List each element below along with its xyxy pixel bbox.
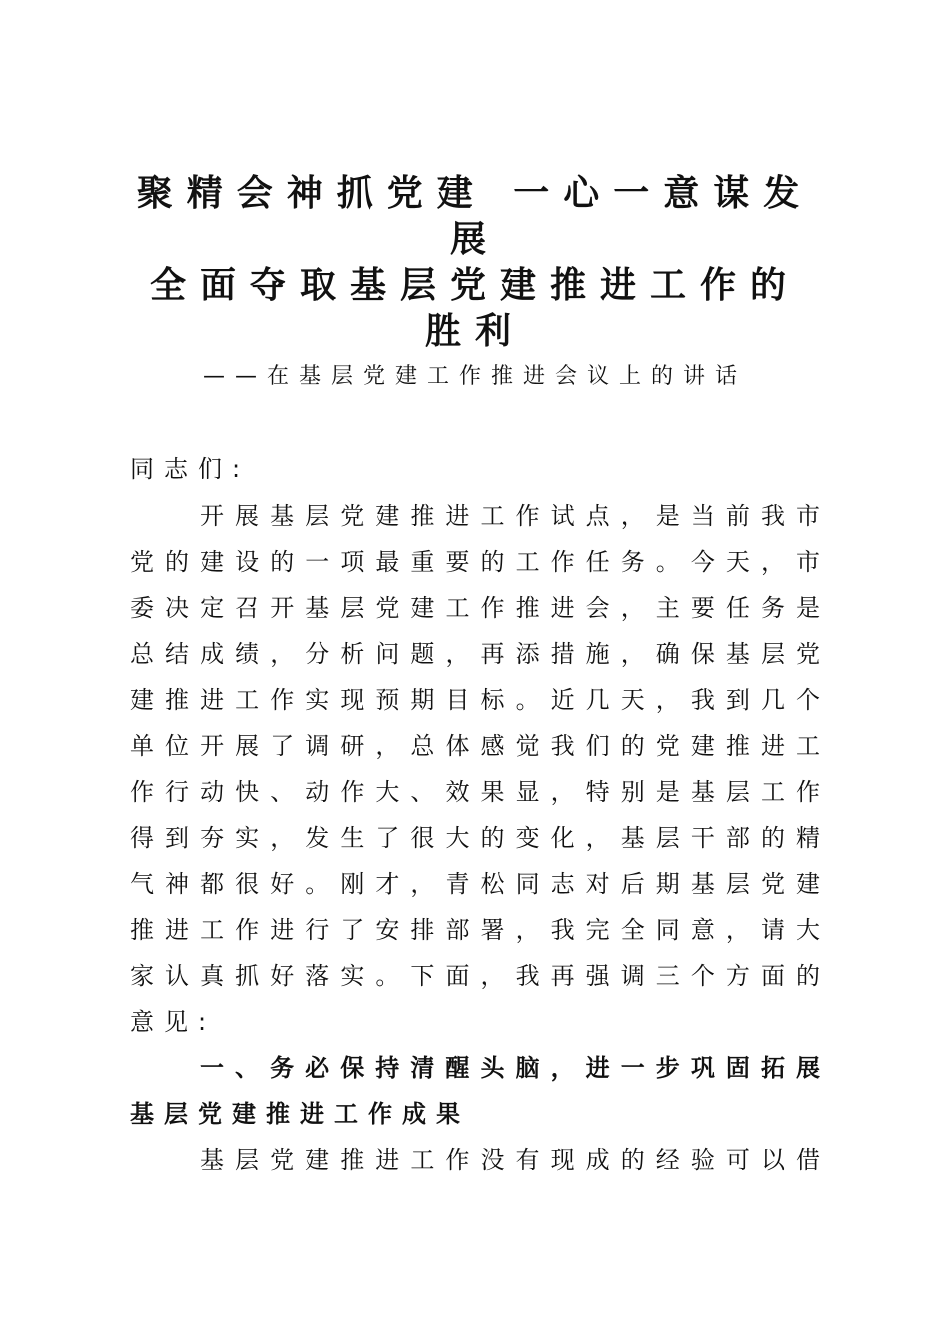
paragraph-line: 意见: bbox=[130, 1008, 217, 1036]
section-heading-line: 基层党建推进工作成果 bbox=[130, 1100, 470, 1128]
paragraph-line: 委决定召开基层党建工作推进会，主要任务是 bbox=[130, 594, 820, 622]
document-title-line-3: 全面夺取基层党建推进工作的 bbox=[149, 264, 800, 306]
paragraph-line: 推进工作进行了安排部署，我完全同意，请大 bbox=[130, 916, 820, 944]
paragraph-line: 基层党建推进工作没有现成的经验可以借 bbox=[200, 1146, 820, 1174]
paragraph-line: 建推进工作实现预期目标。近几天，我到几个 bbox=[130, 686, 820, 714]
paragraph-line: 家认真抓好落实。下面，我再强调三个方面的 bbox=[130, 962, 820, 990]
paragraph-line: 气神都很好。刚才，青松同志对后期基层党建 bbox=[130, 870, 820, 898]
document-subtitle: ——在基层党建工作推进会议上的讲话 bbox=[202, 364, 747, 389]
salutation: 同志们: bbox=[130, 455, 251, 483]
paragraph-line: 总结成绩，分析问题，再添措施，确保基层党 bbox=[130, 640, 820, 668]
paragraph-line: 党的建设的一项最重要的工作任务。今天，市 bbox=[130, 548, 820, 576]
paragraph-line: 作行动快、动作大、效果显，特别是基层工作 bbox=[130, 778, 820, 806]
document-title-line-4: 胜利 bbox=[424, 310, 525, 352]
document-title-line-2: 展 bbox=[449, 218, 500, 260]
section-heading-line: 一、务必保持清醒头脑，进一步巩固拓展 bbox=[200, 1054, 820, 1082]
paragraph-line: 单位开展了调研，总体感觉我们的党建推进工 bbox=[130, 732, 820, 760]
document-title-line-1: 聚精会神抓党建 一心一意谋发 bbox=[136, 172, 814, 214]
paragraph-line: 开展基层党建推进工作试点，是当前我市 bbox=[200, 502, 820, 530]
paragraph-line: 得到夯实，发生了很大的变化，基层干部的精 bbox=[130, 824, 820, 852]
